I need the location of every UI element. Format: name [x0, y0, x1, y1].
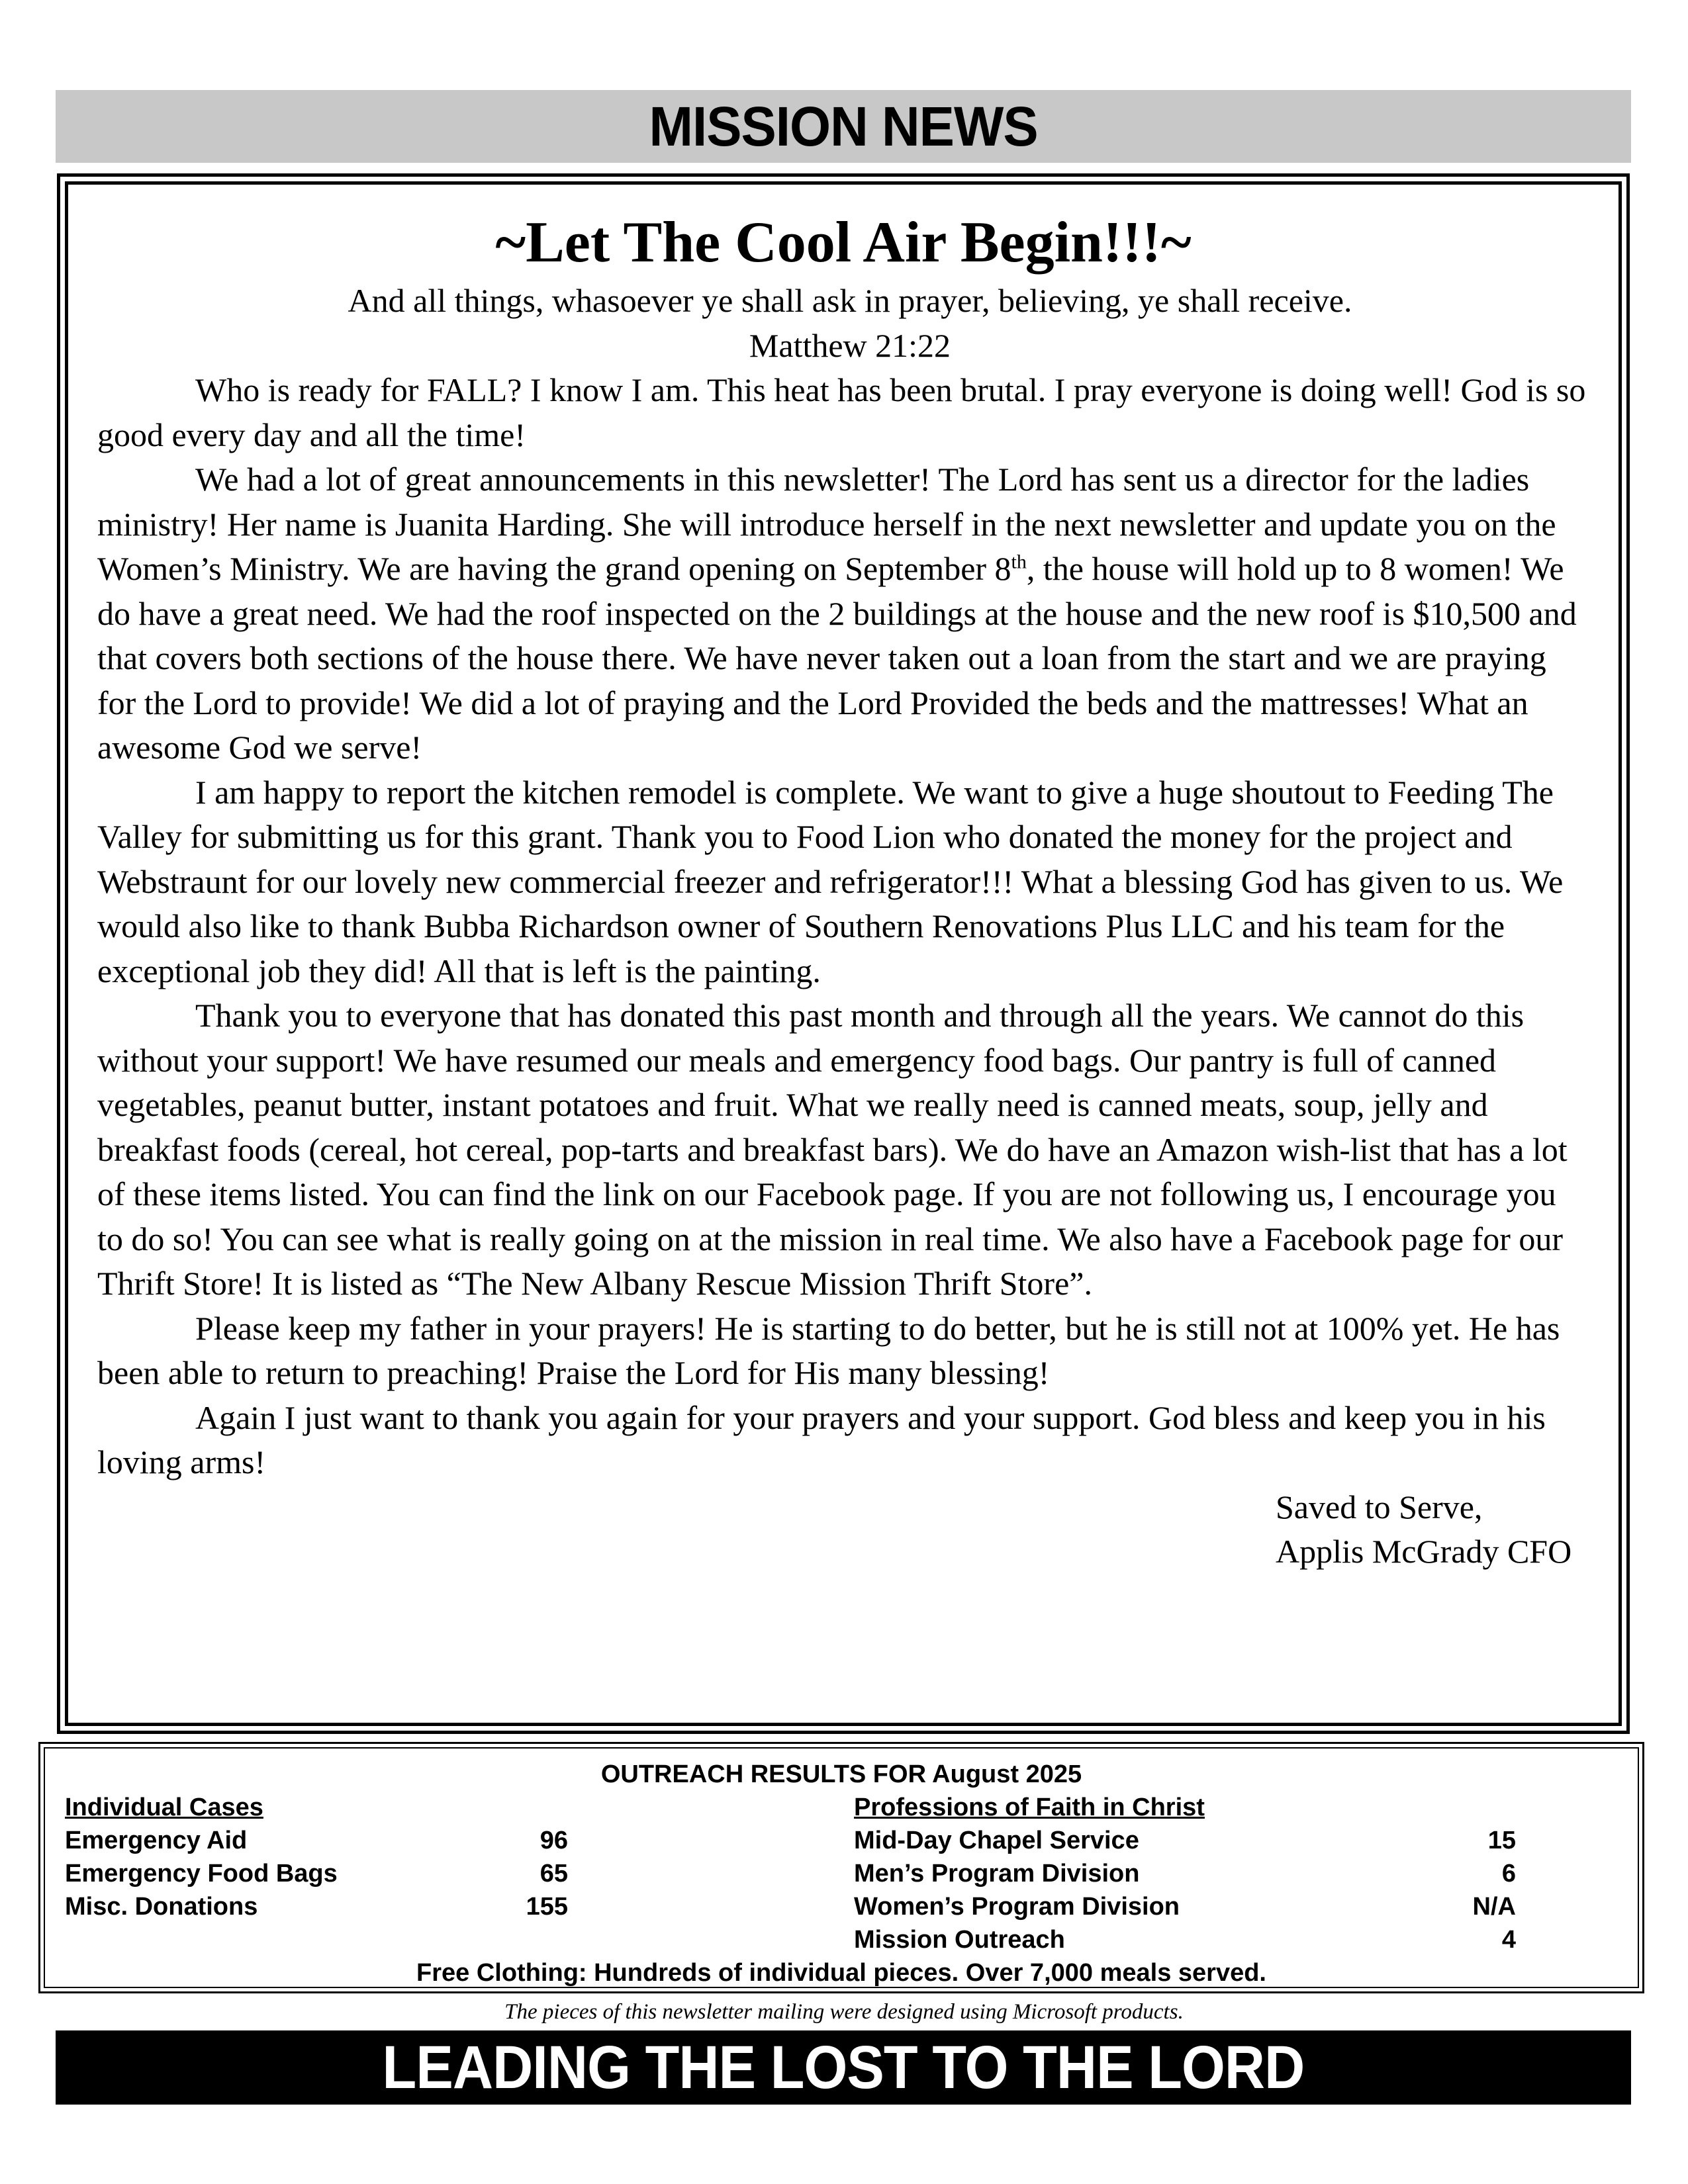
stat-value: N/A [1472, 1893, 1516, 1921]
stat-value: 96 [539, 1827, 568, 1854]
slogan-banner [56, 2030, 1631, 2105]
individual-cases-heading: Individual Cases [65, 1794, 263, 1821]
paragraph-4: Thank you to everyone that has donated this past month and through all the years. We cannot do this without your support! We have resumed our meals and emergency food bags. Our pantry is full of canned vegetables, peanut butter, instant potatoes and fruit. What we really need is canned meats, soup, jelly and breakfast foods (cereal, hot cereal, pop-tarts and breakfast bars). We do have an Amazon wish-list that has a lot of these items listed. You can find the link on our Facebook page. If you are not following us, I encourage you to do so! You can see what is really going on at the mission in real time. We also have a Facebook page for our Thrift Store! It is listed as “The New Albany Rescue Mission Thrift Store”. [97, 997, 1568, 1302]
stat-row [854, 1857, 1516, 1890]
stat-label: Women’s Program Division [854, 1893, 1180, 1921]
stat-row [65, 1890, 568, 1923]
paragraph-2-part-b: , the house will hold up to 8 women! We do have a great need. We had the roof inspected on the 2 buildings at the house and the new roof is $10,500 and that covers both sections of the house there. We have never taken out a loan from the start and we are praying for the Lord to provide! We did a lot of praying and the Lord Provided the beds and the mattresses! What an awesome God we serve! [97, 550, 1577, 766]
paragraph-1: Who is ready for FALL? I know I am. This heat has been brutal. I pray everyone is doing well! God is so good every day and all the time! [97, 371, 1586, 453]
outreach-results-box [38, 1742, 1644, 1993]
letter-headline: ~Let The Cool Air Begin!!!~ [495, 210, 1192, 275]
stat-row [65, 1857, 568, 1890]
stat-label: Mid-Day Chapel Service [854, 1827, 1139, 1854]
stat-value: 65 [539, 1860, 568, 1888]
letter-box [57, 173, 1630, 1734]
disclaimer: The pieces of this newsletter mailing were designed using Microsoft products. [504, 2000, 1184, 2024]
stat-row [854, 1923, 1516, 1956]
stat-row [854, 1824, 1516, 1857]
paragraph-2 [97, 457, 1589, 770]
signoff-line: Saved to Serve, [1276, 1488, 1483, 1525]
stat-value: 4 [1501, 1926, 1516, 1954]
individual-cases-column [65, 1791, 568, 1923]
stat-value: 6 [1501, 1860, 1516, 1888]
stat-label: Misc. Donations [65, 1893, 258, 1921]
paragraph-3: I am happy to report the kitchen remodel is complete. We want to give a huge shoutout to Feeding The Valley for submitting us for this grant. Thank you to Food Lion who donated the money for the project and Webstraunt for our lovely new commercial freezer and refrigerator!!! What a blessing God has given to us. We would also like to thank Bubba Richardson owner of Southern Renovations Plus LLC and his team for the exceptional job they did! All that is left is the painting. [97, 773, 1564, 989]
signature: Applis McGrady CFO [1276, 1533, 1572, 1570]
slogan-text: LEADING THE LOST TO THE LORD [382, 2034, 1305, 2101]
stat-value: 155 [526, 1893, 568, 1921]
ordinal-suffix: th [1011, 551, 1027, 573]
scripture-reference: Matthew 21:22 [749, 326, 951, 364]
outreach-title: OUTREACH RESULTS FOR August 2025 [600, 1760, 1082, 1788]
masthead-title: MISSION NEWS [649, 95, 1038, 158]
stat-value: 15 [1487, 1827, 1516, 1854]
scripture-verse: And all things, whasoever ye shall ask in prayer, believing, ye shall receive. [348, 282, 1352, 319]
stat-label: Emergency Aid [65, 1827, 248, 1854]
paragraph-5: Please keep my father in your prayers! He is starting to do better, but he is still not at 100% yet. He has been able to return to preaching! Praise the Lord for His many blessing! [97, 1309, 1560, 1391]
masthead-banner [56, 90, 1631, 163]
outreach-results-content [44, 1747, 1639, 1988]
professions-heading: Professions of Faith in Christ [854, 1794, 1205, 1821]
paragraph-6: Again I just want to thank you again for your prayers and your support. God bless and keep you in his loving arms! [97, 1398, 1546, 1480]
stat-label: Emergency Food Bags [65, 1860, 338, 1888]
stat-label: Men’s Program Division [854, 1860, 1140, 1888]
stat-row [65, 1824, 568, 1857]
letter-content [65, 181, 1622, 1726]
paragraph-2-part-a: We had a lot of great announcements in this newsletter! The Lord has sent us a director for the ladies ministry! Her name is Juanita Harding. She will introduce herself in the next newsletter and update you on the Women’s Ministry. We are having the grand opening on September 8 [97, 461, 1556, 587]
stat-row [854, 1890, 1516, 1923]
outreach-footer: Free Clothing: Hundreds of individual pieces. Over 7,000 meals served. [416, 1959, 1266, 1987]
stat-label: Mission Outreach [854, 1926, 1065, 1954]
professions-column [854, 1791, 1516, 1956]
